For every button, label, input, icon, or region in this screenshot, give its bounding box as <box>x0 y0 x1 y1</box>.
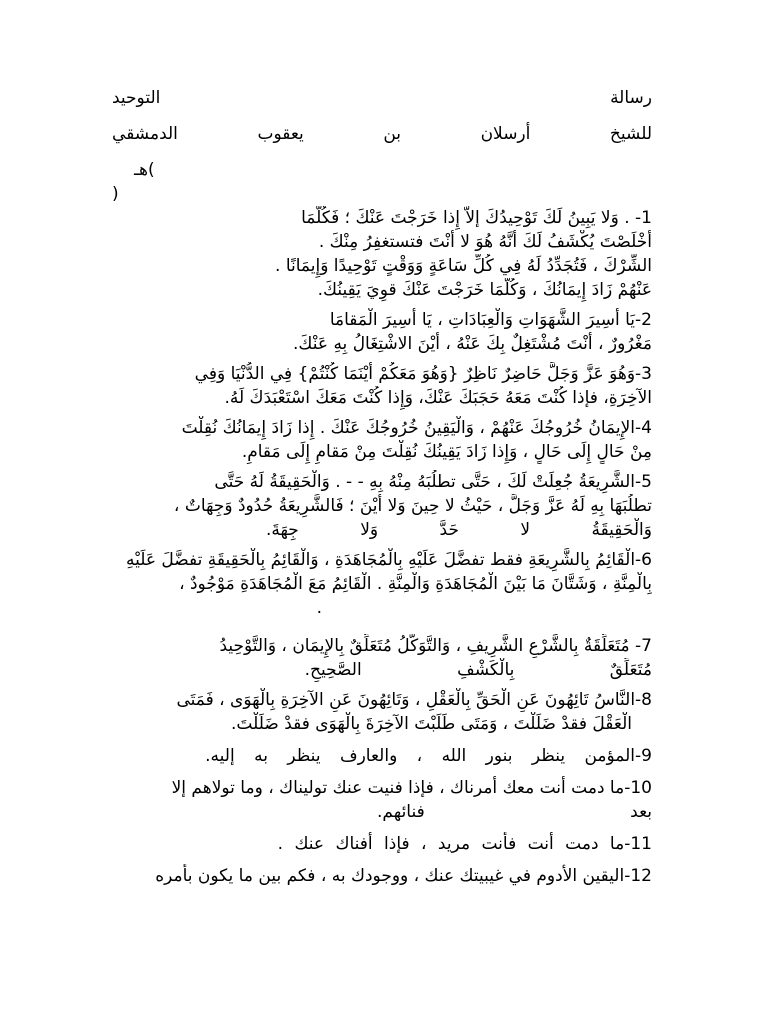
paragraph-12 <box>112 864 652 888</box>
author-word: أرسلان <box>480 124 531 144</box>
author-word: الدمشقي <box>112 124 178 144</box>
paragraph-line: . <box>316 598 322 618</box>
author-line <box>112 122 652 146</box>
paragraph-line: عَنْهُمْ زَادَ إِيمَانُكَ ، وَكُلَّمَا خَرَجْتَ عَنْكَ قوِيَ يَقِينُكَ. <box>317 280 652 300</box>
paragraph-11 <box>112 832 652 856</box>
paragraph-9 <box>112 744 652 768</box>
title-word: التوحيد <box>112 88 161 108</box>
date-line: هـ( <box>134 160 155 180</box>
paragraph-line: 3-وَهُوَ عَزَّ وَجَلَّ حَاضِرٌ نَاظِرٌ {وَهُوَ مَعَكُمْ أَيْنَمَا كُنْتُمْ} فِي الدُّنْيَا وَفِي <box>194 364 652 384</box>
author-word: يعقوب <box>257 124 304 144</box>
paragraph-line: 12-اليقين الأدوم في غيبيتك عنك ، ووجودك به ، فكم بين ما يكون بأمره <box>155 866 652 886</box>
paragraph-line: 7- مُتَعَلِّقَةٌ بِالشَّرْعِ الشَّرِيفِ ، وَالتَّوَكُّلُ مُتَعَلِّقٌ بِالإِيمَان ، وَالتَّوْحِيدُ <box>219 636 652 656</box>
paragraph-line: وَالْحَقِيقَةُ لا حَدَّ وَلا جِهَةَ. <box>265 520 652 540</box>
author-word: للشيخ <box>609 124 652 144</box>
paragraph-8 <box>112 688 652 736</box>
paragraph-line: 11-ما دمت أنت فأنت مريد ، فإذا أفناك عنك . <box>277 834 652 854</box>
paragraph-line: أَخْلَصْتَ يُكْشَفُ لَكَ أَنَّهُ هُوَ لا أَنْتَ فتستغفِرُ مِنْكَ . <box>318 232 652 252</box>
paragraph-6 <box>112 548 652 620</box>
paragraph-line: مَغْرُورٌ ، أَنْتَ مُشْتَغِلٌ بِكَ عَنْهُ ، أَيْنَ الاشْتِغَالُ بِهِ عَنْكَ. <box>293 334 652 354</box>
paragraph-2 <box>112 308 652 356</box>
author-word: بن <box>383 124 402 144</box>
paragraph-line: مِنْ حَالٍ إِلَى حَالٍ ، وَإِذا زَادَ يَقِينُكَ نُقِلْتَ مِنْ مَقامٍ إِلَى مَقامٍ. <box>241 442 652 462</box>
paragraph-line: بِالْمِنَّةِ ، وَشَتَّانَ مَا بَيْنَ الْمُجَاهَدَةِ وَالْمِنَّةِ . الْقَائِمُ مَعَ الْمُجَاهَدَةِ مَوْجُودٌ ، <box>179 574 652 594</box>
paragraph-line: 8-النَّاسُ تَائِهُونَ عَنِ الْحَقِّ بِالْعَقْلِ ، وَتَائِهُونَ عَنِ الآخِرَةِ بِالْهَوَى ، فَمَتَى <box>176 690 652 710</box>
paragraph-4 <box>112 416 652 464</box>
paragraph-3 <box>112 362 652 410</box>
paragraph-line: الْعَقْلَ فقدْ ضَلَلْتَ ، وَمَتَى طَلَبْتَ الآخِرَةَ بِالْهَوَى فقدْ ضَلَلْتَ. <box>231 714 632 734</box>
paragraph-line: تطلُبَهَا بِهِ لَهُ عَزَّ وَجَلَّ ، حَيْثُ لا حِينَ وَلا أَيْنَ ؛ فَالشَّرِيعَةُ حُدُودٌ وَجِهَاتٌ ، <box>173 496 652 516</box>
paragraph-line: 5-الشَّرِيعَةُ جُعِلَتْ لَكَ ، حَتَّى تطلُبَهُ مِنْهُ بِهِ - - . وَالْحَقِيقَةُ لَهُ حَتَّى <box>214 472 652 492</box>
document-title <box>112 86 652 110</box>
paragraph-line: بعد فنائهم. <box>377 802 652 822</box>
paren-line: ) <box>112 184 119 204</box>
paragraph-line: الشِّرْكَ ، فَتُجَدِّدُ لَهُ فِي كُلِّ سَاعَةٍ وَوَقْتٍ تَوْحِيدًا وَإِيمَانًا . <box>275 256 652 276</box>
paragraph-line: 10-ما دمت أنت معك أمرناك ، فإذا فنيت عنك توليناك ، وما تولاهم إلا <box>171 778 652 798</box>
paragraph-line: 6-الْقَائِمُ بِالشَّرِيعَةِ فقط تفضَّلَ عَلَيْهِ بِالْمُجَاهَدَةِ ، وَالْقَائِمُ بِالْحَقِيقَةِ تفضَّلَ عَلَيْهِ <box>126 550 652 570</box>
title-word: رسالة <box>610 88 652 108</box>
paragraph-7 <box>112 634 652 682</box>
paragraph-line: 9-المؤمن ينظر بنور الله ، والعارف ينظر به إليه. <box>205 746 652 766</box>
paragraph-1 <box>112 206 652 302</box>
document-body <box>112 86 652 888</box>
paragraph-line: 4-الإِيمَانُ خُرُوجُكَ عَنْهُمْ ، وَالْيَقِينُ خُرُوجُكَ عَنْكَ . إِذا زَادَ إِيمَانُكَ نُقِلْتَ <box>181 418 652 438</box>
paragraph-line: 2-يَا أَسِيرَ الشَّهَوَاتِ وَالْعِبَادَاتِ ، يَا أَسِيرَ الْمَقامَا <box>329 310 652 330</box>
paragraph-10 <box>112 776 652 824</box>
paragraph-5 <box>112 470 652 542</box>
paragraph-line: مُتَعَلِّقٌ بِالْكَشْفِ الصَّحِيحِ. <box>304 660 652 680</box>
paragraph-line: الآخِرَةِ، فإذا كُنْتَ مَعَهُ حَجَبَكَ عَنْكَ، وَإِذا كُنْتَ مَعَكَ اسْتَعْبَدَكَ لَهُ. <box>224 388 652 408</box>
paragraph-line: 1- . وَلا يَبِينُ لَكَ تَوْحِيدُكَ إلاَّ إِذا خَرَجْتَ عَنْكَ ؛ فَكُلَّمَا <box>301 208 652 228</box>
